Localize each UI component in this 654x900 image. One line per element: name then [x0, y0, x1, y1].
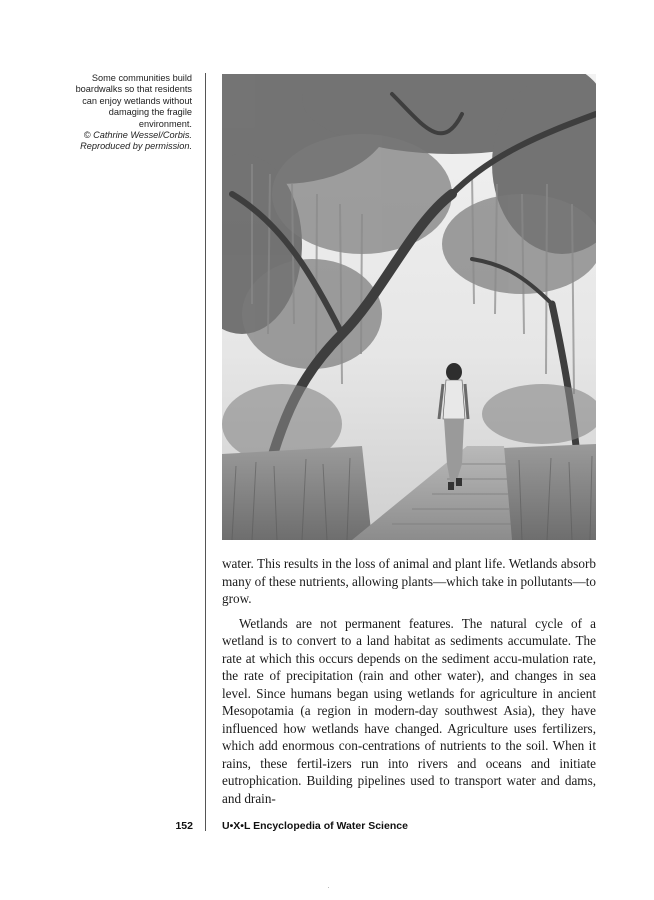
page-number: 152 — [175, 820, 193, 832]
wetland-boardwalk-photo — [222, 74, 596, 540]
body-paragraph: water. This results in the loss of animal and plant life. Wetlands absorb many of these nutrients, allowing plants—which take in pollutants—to grow. — [222, 556, 596, 606]
scan-speck — [328, 887, 329, 888]
photo-caption — [46, 73, 192, 153]
photo-credit-line: © Cathrine Wessel/Corbis. — [83, 130, 192, 141]
caption-line: can enjoy wetlands without — [82, 95, 192, 106]
caption-line: boardwalks so that residents — [75, 84, 192, 95]
caption-line: damaging the fragile — [108, 107, 192, 118]
body-paragraph: Wetlands are not permanent features. The natural cycle of a wetland is to convert to a land habitat as sediments accumulate. The rate at which this occurs depends on the sediment accu-mulation rate, the rate of precipitation (rain and other water), and changes in sea level. Since humans began using wetlands for agriculture in ancient Mesopotamia (a region in modern-day southwest Asia), they have influenced how wetlands have changed. Agriculture uses fertilizers, which add enormous con-centrations of nutrients to the soil. When it rains, these fertil-izers run into rivers and oceans and initiate eutrophication. Building pipelines used to transport water and dams, and drain- — [222, 615, 596, 806]
caption-line: environment. — [138, 118, 192, 129]
caption-line: Some communities build — [91, 73, 192, 83]
running-title: U•X•L Encyclopedia of Water Science — [222, 820, 408, 832]
vertical-rule — [205, 73, 206, 831]
photo-credit-line: Reproduced by permission. — [80, 141, 192, 152]
body-text — [222, 555, 596, 807]
